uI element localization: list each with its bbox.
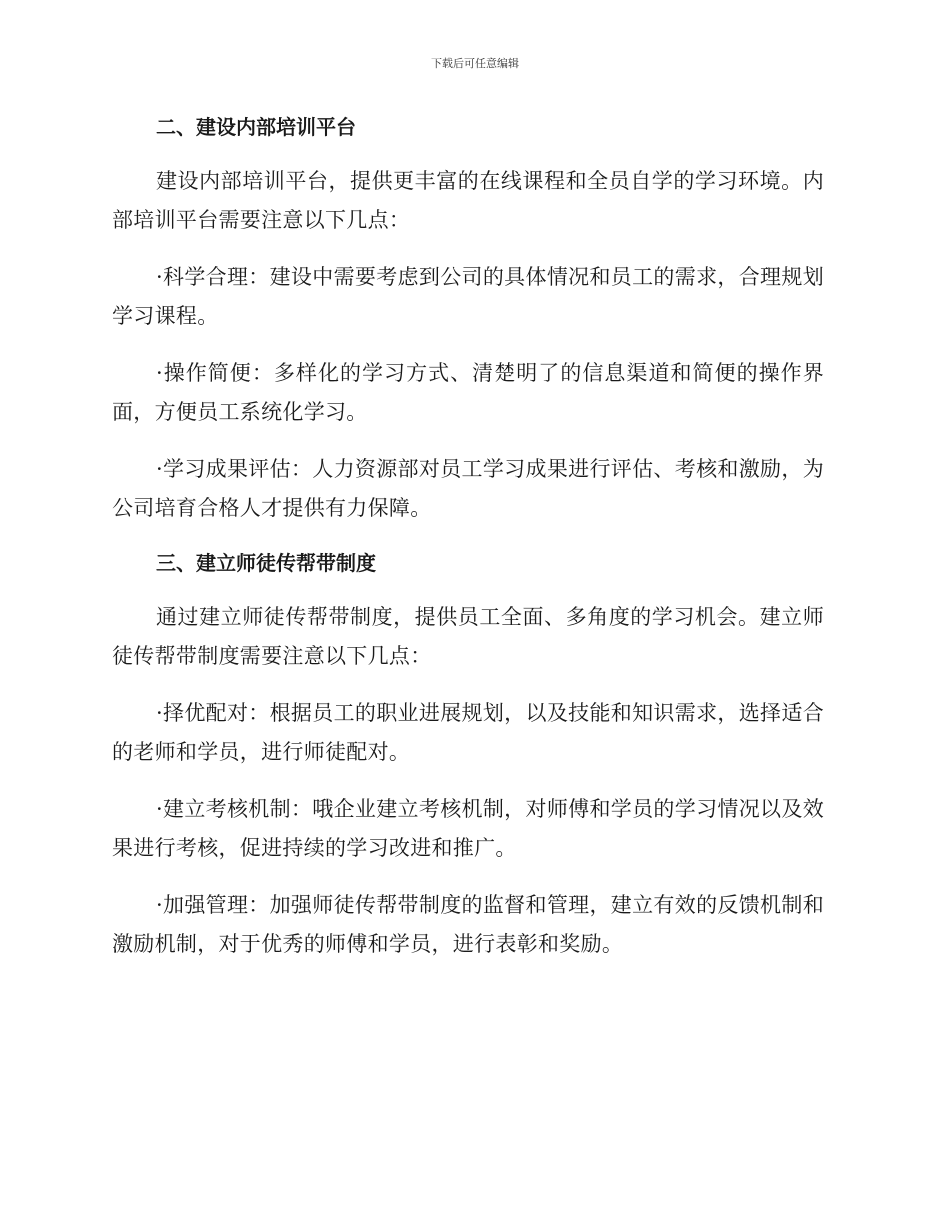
section-3-point-2: ·建立考核机制：哦企业建立考核机制，对师傅和学员的学习情况以及效果进行考核，促进持续的学习改进和推广。 — [112, 797, 824, 860]
section-3-point-1: ·择优配对：根据员工的职业进展规划，以及技能和知识需求，选择适合的老师和学员，进行师徒配对。 — [112, 701, 824, 764]
section-2-point-2: ·操作简便：多样化的学习方式、清楚明了的信息渠道和简便的操作界面，方便员工系统化学习。 — [112, 361, 824, 424]
section-2-point-3: ·学习成果评估：人力资源部对员工学习成果进行评估、考核和激励，为公司培育合格人才提供有力保障。 — [112, 457, 824, 520]
section-3-point-3: ·加强管理：加强师徒传帮带制度的监督和管理，建立有效的反馈机制和激励机制，对于优秀的师傅和学员，进行表彰和奖励。 — [112, 893, 824, 956]
section-heading-2: 二、建设内部培训平台 — [156, 115, 356, 139]
document-body — [112, 110, 824, 982]
section-heading-3: 三、建立师徒传帮带制度 — [156, 551, 376, 575]
section-2-point-1: ·科学合理：建设中需要考虑到公司的具体情况和员工的需求，合理规划学习课程。 — [112, 265, 824, 328]
section-3-intro: 通过建立师徒传帮带制度，提供员工全面、多角度的学习机会。建立师徒传帮带制度需要注意以下几点： — [112, 605, 824, 668]
page-header: 下载后可任意编辑 — [431, 57, 519, 70]
section-2-intro: 建设内部培训平台，提供更丰富的在线课程和全员自学的学习环境。内部培训平台需要注意以下几点： — [112, 169, 824, 232]
